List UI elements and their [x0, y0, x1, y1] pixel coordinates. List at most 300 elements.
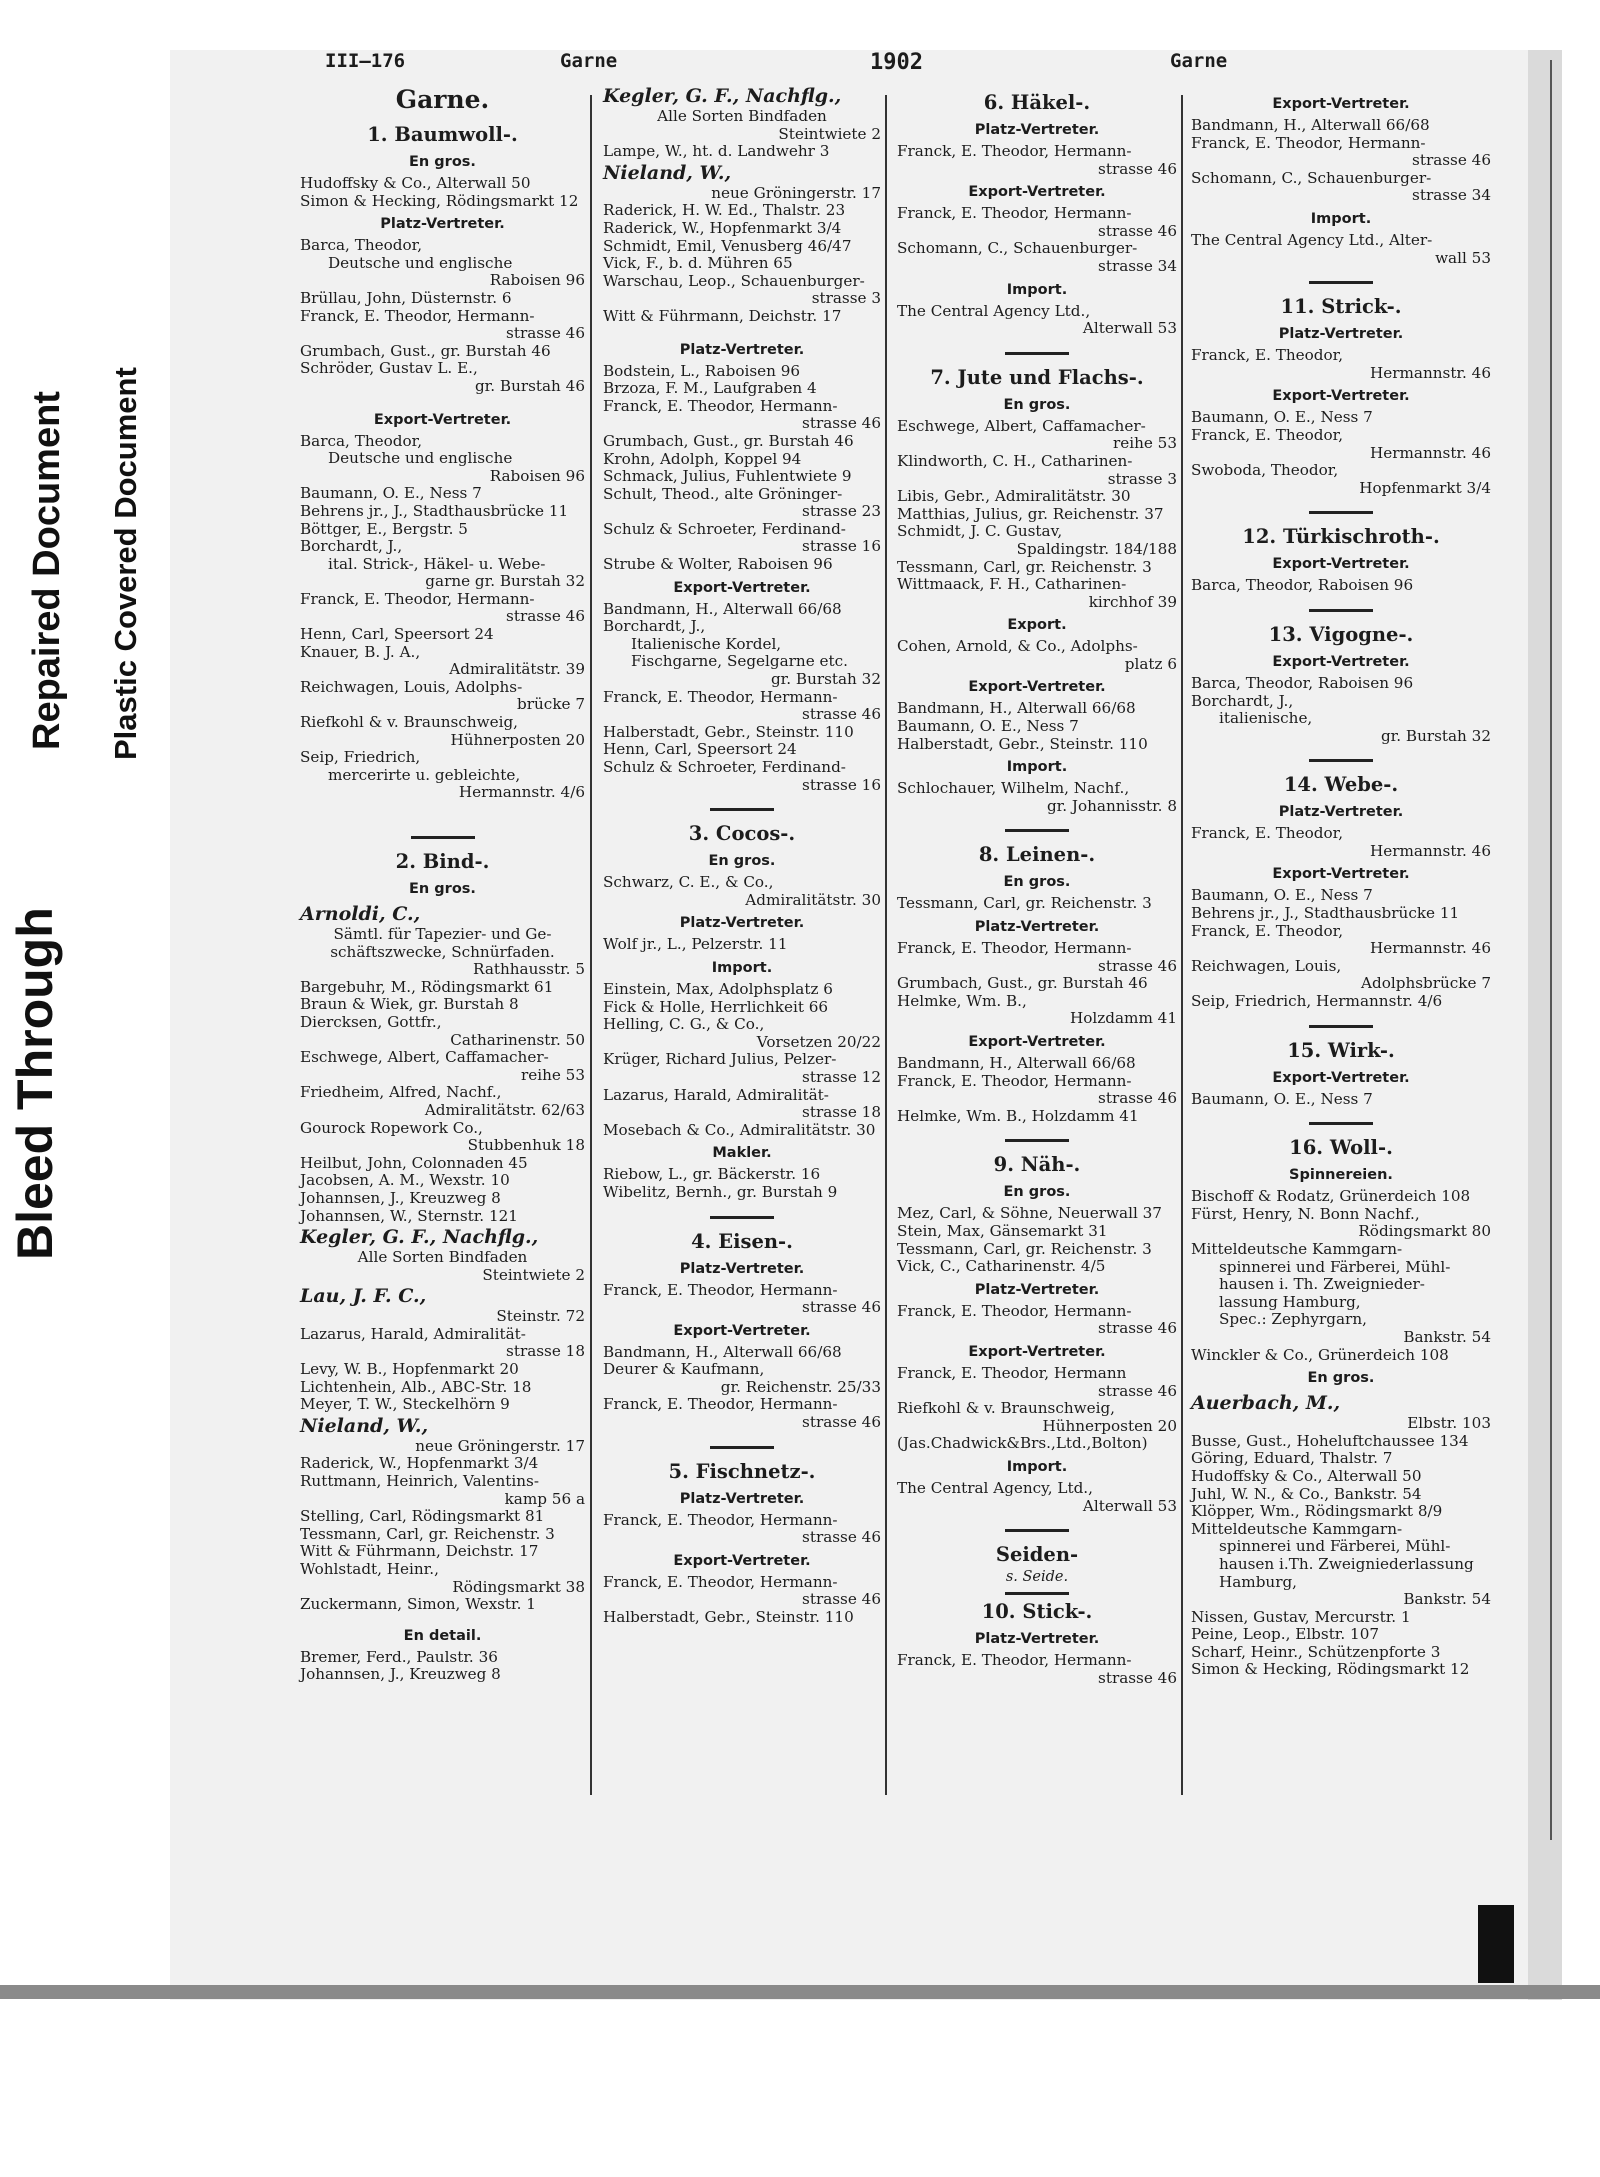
entry-continuation-line: strasse 46: [802, 1590, 881, 1609]
directory-entry: [1191, 409, 1491, 427]
directory-entry: [897, 1241, 1177, 1259]
entry-name-line: Brüllau, John, Düsternstr. 6: [300, 288, 512, 307]
entry-name-line: Bandmann, H., Alterwall 66/68: [897, 1054, 1136, 1072]
entry-list: [300, 979, 585, 1225]
entry-name-line: Ruttmann, Heinrich, Valentins-: [300, 1472, 539, 1491]
directory-entry: [1191, 1241, 1491, 1347]
entry-name-line: Fick & Holle, Herrlichkeit 66: [603, 997, 829, 1016]
entry-name-line: Eschwege, Albert, Caffamacher-: [897, 416, 1146, 435]
entry-lines: [1191, 1415, 1491, 1433]
subsection-heading: En gros.: [409, 881, 476, 897]
entry-lines: [603, 185, 881, 203]
directory-entry: [300, 433, 585, 486]
entry-name-line: Einstein, Max, Adolphsplatz 6: [603, 979, 833, 998]
subsection-heading: Export-Vertreter.: [968, 184, 1106, 201]
entry-list: [897, 638, 1177, 673]
entry-name-line: Peine, Leop., Elbstr. 107: [1191, 1625, 1380, 1644]
entry-name-line: Halberstadt, Gebr., Steinstr. 110: [603, 722, 854, 741]
subsection-heading: Export-Vertreter.: [968, 679, 1106, 696]
entry-continuation-line: Admiralitätstr. 62/63: [424, 1100, 585, 1119]
directory-entry: [300, 360, 585, 395]
entry-name-line: Mosebach & Co., Admiralitätstr. 30: [603, 1120, 876, 1139]
entry-name-line: Bodstein, L., Raboisen 96: [603, 361, 801, 380]
directory-entry: [300, 1543, 585, 1561]
directory-entry: [603, 363, 881, 381]
subsection-heading: En gros.: [1003, 874, 1071, 891]
section-divider: [1309, 759, 1373, 762]
directory-entry: [1191, 1450, 1491, 1468]
directory-entry: [603, 1282, 881, 1317]
directory-entry: [300, 538, 585, 591]
subsection-heading: Platz-Vertreter.: [679, 1260, 805, 1277]
entry-name-line: Deurer & Kaufmann,: [603, 1360, 765, 1379]
directory-entry: [897, 1108, 1177, 1126]
directory-entry: [897, 506, 1177, 524]
entry-list: [897, 895, 1177, 913]
directory-entry: [897, 975, 1177, 993]
subsection-heading: Export-Vertreter.: [1272, 866, 1410, 883]
entry-name-line: Böttger, E., Bergstr. 5: [300, 519, 468, 538]
column-2: [603, 84, 881, 1627]
page-binding-line: [1550, 60, 1552, 1840]
directory-entry: [897, 488, 1177, 506]
directory-entry: [603, 1122, 881, 1140]
entry-name-line: (Jas.Chadwick&Brs.,Ltd.,Bolton): [897, 1434, 1148, 1453]
entry-name-line: Johannsen, J., Kreuzweg 8: [300, 1665, 501, 1684]
entry-name-line: Raderick, W., Hopfenmarkt 3/4: [603, 218, 842, 237]
directory-entry: [897, 1365, 1177, 1400]
directory-entry: [897, 638, 1177, 673]
entry-list: [897, 780, 1177, 815]
entry-continuation-line: strasse 46: [1412, 151, 1491, 170]
directory-entry: [603, 1574, 881, 1609]
directory-entry: [1191, 135, 1491, 170]
entry-continuation-line: Deutsche und englische: [328, 253, 513, 272]
subsection-heading: Spinnereien.: [1289, 1167, 1393, 1184]
entry-name-line: Busse, Gust., Hoheluftchaussee 134: [1191, 1431, 1469, 1450]
plastic-covered-label: Plastic Covered Document: [108, 367, 143, 760]
entry-name-line: Gourock Ropework Co.,: [300, 1118, 483, 1137]
entry-name-line: Halberstadt, Gebr., Steinstr. 110: [603, 1608, 854, 1627]
section-divider: [1309, 1025, 1373, 1028]
directory-entry: [603, 1051, 881, 1086]
entry-continuation-line: strasse 46: [1098, 1381, 1177, 1400]
entry-name-line: Halberstadt, Gebr., Steinstr. 110: [897, 734, 1148, 753]
firm-detail-line: Steinstr. 72: [496, 1307, 585, 1326]
entry-name-line: Wohlstadt, Heinr.,: [300, 1560, 439, 1578]
header-year: 1902: [870, 50, 923, 75]
entry-list: [1191, 825, 1491, 860]
entry-continuation-line: strasse 46: [1098, 1668, 1177, 1687]
entry-name-line: Reichwagen, Louis,: [1191, 956, 1342, 975]
subsection-heading: Makler.: [712, 1145, 772, 1162]
entry-continuation-line: strasse 46: [1098, 1089, 1177, 1108]
directory-entry: [1191, 1347, 1491, 1365]
entry-continuation-line: reihe 53: [520, 1065, 585, 1084]
entry-name-line: Schwarz, C. E., & Co.,: [603, 873, 774, 892]
section-heading: Seiden-: [995, 1543, 1079, 1567]
directory-entry: [300, 1014, 585, 1049]
directory-entry: [603, 1396, 881, 1431]
directory-entry: [1191, 993, 1491, 1011]
entry-name-line: Tessmann, Carl, gr. Reichenstr. 3: [300, 1524, 555, 1543]
section-title: Garne.: [395, 85, 490, 114]
section-heading: 13. Vigogne-.: [1268, 622, 1414, 646]
directory-entry: [603, 451, 881, 469]
directory-entry: [1191, 347, 1491, 382]
entry-continuation-line: strasse 16: [802, 537, 881, 556]
subsection-heading: Platz-Vertreter.: [679, 341, 805, 358]
directory-entry: [300, 979, 585, 997]
directory-entry: [897, 205, 1177, 240]
entry-lines: [603, 108, 881, 143]
header-left-title: Garne: [560, 50, 618, 72]
firm-detail-line: Elbstr. 103: [1407, 1414, 1491, 1433]
firm-name: Lau, J. F. C.,: [300, 1285, 427, 1308]
entry-name-line: Simon & Hecking, Rödingsmarkt 12: [300, 191, 579, 210]
subsection-heading: En gros.: [409, 154, 476, 170]
directory-entry: [603, 1609, 881, 1627]
entry-list: [300, 433, 585, 802]
section-heading: 12. Türkischroth-.: [1242, 525, 1440, 549]
entry-continuation-line: Hamburg,: [1219, 1572, 1298, 1591]
directory-entry: [1191, 1609, 1491, 1627]
directory-entry: [1191, 1644, 1491, 1662]
entry-continuation-line: strasse 3: [1107, 469, 1177, 488]
section-heading: 6. Häkel-.: [983, 91, 1091, 114]
entry-continuation-line: platz 6: [1124, 654, 1177, 673]
directory-entry: [603, 724, 881, 742]
entry-name-line: Strube & Wolter, Raboisen 96: [603, 555, 833, 574]
entry-name-line: Hudoffsky & Co., Alterwall 50: [300, 174, 531, 192]
entry-continuation-line: strasse 46: [1098, 221, 1177, 240]
entry-list: [300, 175, 585, 210]
directory-entry: [897, 993, 1177, 1028]
subsection-heading: Import.: [1310, 210, 1372, 227]
entry-name-line: Franck, E. Theodor, Hermann-: [897, 204, 1132, 223]
entry-list: [1191, 675, 1491, 745]
entry-continuation-line: strasse 12: [802, 1067, 881, 1086]
entry-list: [603, 1574, 881, 1627]
directory-entry: [300, 1526, 585, 1544]
entry-continuation-line: gr. Burstah 32: [770, 670, 881, 689]
section-heading: 10. Stick-.: [981, 1600, 1093, 1624]
firm-detail-line: Alle Sorten Bindfaden: [357, 1248, 528, 1267]
entry-name-line: Franck, E. Theodor,: [1191, 824, 1344, 843]
entry-continuation-line: Stubbenhuk 18: [467, 1136, 585, 1155]
directory-entry: [1191, 1626, 1491, 1644]
entry-continuation-line: Hühnerposten 20: [450, 730, 585, 749]
subsection-heading: Export-Vertreter.: [968, 1343, 1106, 1360]
entry-name-line: Helling, C. G., & Co.,: [603, 1015, 765, 1034]
directory-entry: [603, 1512, 881, 1547]
entry-continuation-line: strasse 16: [802, 775, 881, 794]
entry-list: [603, 874, 881, 909]
subsection-heading: Export-Vertreter.: [373, 411, 512, 428]
entry-name-line: Baumann, O. E., Ness 7: [1191, 886, 1373, 905]
page-edge: [1528, 50, 1562, 2000]
entry-continuation-line: Spec.: Zephyrgarn,: [1219, 1310, 1367, 1329]
entry-name-line: Wibelitz, Bernh., gr. Burstah 9: [603, 1182, 838, 1201]
entry-continuation-line: strasse 18: [802, 1103, 881, 1122]
section-heading: 15. Wirk-.: [1287, 1038, 1395, 1062]
directory-entry: [603, 936, 881, 954]
entry-name-line: Barca, Theodor, Raboisen 96: [1191, 576, 1414, 595]
entry-name-line: Riefkohl & v. Braunschweig,: [300, 713, 519, 732]
directory-entry: [300, 237, 585, 290]
entry-name-line: Franck, E. Theodor, Hermann-: [1191, 133, 1426, 152]
directory-entry: [897, 576, 1177, 611]
entry-name-line: Mitteldeutsche Kammgarn-: [1191, 1519, 1403, 1538]
column-3: [897, 84, 1177, 1687]
section-divider: [1005, 1592, 1069, 1595]
directory-entry: [603, 874, 881, 909]
entry-name-line: Göring, Eduard, Thalstr. 7: [1191, 1449, 1393, 1468]
entry-list: [1191, 232, 1491, 267]
directory-entry: [1191, 887, 1491, 905]
directory-entry: [300, 175, 585, 193]
directory-entry: [300, 521, 585, 539]
directory-entry: [1191, 923, 1491, 958]
firm-name: Nieland, W.,: [603, 161, 732, 184]
entry-continuation-line: Raboisen 96: [489, 466, 585, 485]
entry-name-line: Franck, E. Theodor, Hermann-: [300, 306, 535, 325]
directory-entry: [897, 718, 1177, 736]
entry-list: [603, 981, 881, 1139]
section-heading: 16. Woll-.: [1289, 1136, 1393, 1160]
directory-entry: [897, 1205, 1177, 1223]
directory-entry: [1191, 427, 1491, 462]
directory-entry: [300, 1326, 585, 1361]
entry-name-line: Bargebuhr, M., Rödingsmarkt 61: [300, 977, 554, 996]
entry-name-line: Brzoza, F. M., Laufgraben 4: [603, 379, 817, 398]
directory-entry: [897, 303, 1177, 338]
entry-name-line: Heilbut, John, Colonnaden 45: [300, 1153, 528, 1172]
entry-continuation-line: ital. Strick-, Häkel- u. Webe-: [328, 554, 546, 573]
subsection-heading: En gros.: [1003, 396, 1071, 413]
entry-name-line: Swoboda, Theodor,: [1191, 461, 1339, 480]
entry-name-line: Schmidt, Emil, Venusberg 46/47: [603, 236, 852, 255]
entry-name-line: Henn, Carl, Speersort 24: [300, 625, 494, 644]
entry-name-line: Riefkohl & v. Braunschweig,: [897, 1399, 1116, 1418]
entry-list: [603, 1282, 881, 1317]
directory-entry: [897, 940, 1177, 975]
entry-list: [897, 1365, 1177, 1453]
firm-detail-line: Rathhausstr. 5: [473, 960, 585, 979]
entry-continuation-line: Catharinenstr. 50: [450, 1030, 585, 1049]
entry-continuation-line: garne gr. Burstah 32: [425, 572, 585, 591]
directory-entry: [603, 308, 881, 326]
entry-continuation-line: Raboisen 96: [489, 271, 585, 290]
directory-entry: [1191, 1521, 1491, 1609]
section-divider: [1005, 352, 1069, 355]
entry-continuation-line: Adolphsbrücke 7: [1361, 974, 1491, 993]
entry-name-line: Grumbach, Gust., gr. Burstah 46: [897, 974, 1148, 993]
directory-entry: [300, 485, 585, 503]
directory-entry: [897, 1258, 1177, 1276]
entry-continuation-line: Hermannstr. 46: [1370, 443, 1491, 462]
directory-entry: [897, 1303, 1177, 1338]
directory-entry: [897, 523, 1177, 558]
directory-entry: [897, 895, 1177, 913]
subsection-heading: Export-Vertreter.: [1272, 653, 1410, 670]
entry-list: [1191, 1188, 1491, 1364]
directory-entry: [1191, 675, 1491, 693]
entry-continuation-line: gr. Burstah 32: [1380, 726, 1491, 745]
directory-entry: [300, 193, 585, 211]
section-heading: 1. Baumwoll-.: [367, 123, 518, 146]
subsection-heading: En gros.: [1307, 1370, 1375, 1387]
directory-entry: [603, 689, 881, 724]
entry-list: [897, 1303, 1177, 1338]
firm-detail-line: neue Gröningerstr. 17: [415, 1436, 585, 1455]
subsection-heading: En gros.: [1003, 1184, 1071, 1201]
directory-entry: [603, 380, 881, 398]
page-number: III—176: [325, 50, 406, 72]
entry-list: [1191, 117, 1491, 205]
entry-lines: [300, 1308, 585, 1326]
entry-name-line: Klindworth, C. H., Catharinen-: [897, 451, 1133, 470]
entry-list: [300, 1649, 585, 1684]
entry-name-line: Wolf jr., L., Pelzerstr. 11: [603, 935, 788, 954]
subsection-heading: Export.: [1007, 617, 1067, 634]
entry-name-line: Libis, Gebr., Admiralitätstr. 30: [897, 487, 1131, 506]
subsection-heading: Platz-Vertreter.: [679, 1490, 805, 1507]
directory-entry: [300, 714, 585, 749]
subsection-heading: Export-Vertreter.: [1272, 96, 1410, 112]
entry-name-line: Reichwagen, Louis, Adolphs-: [300, 677, 523, 696]
entry-name-line: Cohen, Arnold, & Co., Adolphs-: [897, 637, 1138, 656]
entry-list: [603, 363, 881, 574]
entry-continuation-line: Hopfenmarkt 3/4: [1359, 478, 1491, 497]
directory-entry: [300, 1396, 585, 1414]
entry-name-line: Schmidt, J. C. Gustav,: [897, 522, 1063, 541]
directory-entry: [897, 418, 1177, 453]
section-heading: 4. Eisen-.: [691, 1229, 793, 1253]
directory-entry: [897, 700, 1177, 718]
entry-continuation-line: strasse 34: [1412, 186, 1491, 205]
directory-entry: [300, 1473, 585, 1508]
entry-continuation-line: strasse 46: [1098, 159, 1177, 178]
entry-name-line: Schomann, C., Schauenburger-: [897, 239, 1138, 258]
directory-entry: [1191, 1486, 1491, 1504]
entry-continuation-line: gr. Burstah 46: [474, 376, 585, 395]
directory-entry: [1191, 1468, 1491, 1486]
firm-detail-line: Steintwiete 2: [778, 124, 881, 143]
section-divider: [1005, 1139, 1069, 1142]
firm-name: Kegler, G. F., Nachflg.,: [603, 85, 842, 107]
section-heading: 11. Strick-.: [1280, 295, 1402, 319]
directory-entry: [1191, 1661, 1491, 1679]
entry-name-line: Mez, Carl, & Söhne, Neuerwall 37: [897, 1204, 1162, 1223]
entry-continuation-line: strasse 46: [1098, 956, 1177, 975]
entry-continuation-line: Vorsetzen 20/22: [756, 1032, 881, 1051]
entry-name-line: Grumbach, Gust., gr. Burstah 46: [603, 431, 854, 450]
section-heading: 2. Bind-.: [395, 850, 490, 873]
entry-continuation-line: gr. Reichenstr. 25/33: [720, 1377, 881, 1396]
directory-entry: [300, 1049, 585, 1084]
section-divider: [1309, 1122, 1373, 1125]
entry-continuation-line: Fischgarne, Segelgarne etc.: [631, 652, 848, 671]
directory-entry: [300, 749, 585, 802]
directory-entry: [1191, 958, 1491, 993]
column-rule: [885, 95, 887, 1795]
entry-name-line: Barca, Theodor, Raboisen 96: [1191, 673, 1414, 692]
entry-continuation-line: strasse 46: [506, 324, 585, 343]
firm-name: Arnoldi, C.,: [300, 903, 421, 925]
directory-entry: [1191, 117, 1491, 135]
directory-entry: [300, 644, 585, 679]
directory-entry: [300, 1155, 585, 1173]
directory-entry: [300, 591, 585, 626]
entry-list: [897, 303, 1177, 338]
entry-name-line: Winckler & Co., Grünerdeich 108: [1191, 1345, 1449, 1364]
entry-name-line: Franck, E. Theodor, Hermann-: [897, 1651, 1132, 1670]
entry-continuation-line: strasse 23: [802, 502, 881, 521]
directory-entry: [603, 521, 881, 556]
entry-list: [897, 1652, 1177, 1687]
section-divider: [411, 836, 475, 839]
entry-name-line: Scharf, Heinr., Schützenpforte 3: [1191, 1642, 1441, 1661]
entry-continuation-line: strasse 46: [802, 1413, 881, 1432]
directory-entry: [1191, 1433, 1491, 1451]
entry-name-line: The Central Agency Ltd.,: [897, 301, 1091, 320]
directory-entry: [603, 1184, 881, 1202]
entry-name-line: Borchardt, J.,: [603, 617, 706, 636]
directory-entry: [300, 679, 585, 714]
entry-name-line: Schmack, Julius, Fuhlentwiete 9: [603, 467, 852, 486]
entry-list: [897, 205, 1177, 275]
entry-list: [1191, 887, 1491, 1010]
subsection-heading: Export-Vertreter.: [673, 579, 811, 596]
entry-list: [897, 700, 1177, 753]
directory-entry: [300, 308, 585, 343]
entry-continuation-line: Admiralitätstr. 30: [745, 890, 881, 909]
entry-name-line: Jacobsen, A. M., Wexstr. 10: [300, 1171, 510, 1190]
entry-name-line: Raderick, W., Hopfenmarkt 3/4: [300, 1454, 539, 1473]
entry-list: [1191, 1433, 1491, 1679]
entry-name-line: Franck, E. Theodor, Hermann-: [603, 396, 838, 415]
entry-name-line: Schröder, Gustav L. E.,: [300, 359, 478, 378]
entry-continuation-line: strasse 46: [802, 414, 881, 433]
directory-entry: [300, 1649, 585, 1667]
cross-reference: s. Seide.: [1005, 1569, 1069, 1586]
entry-continuation-line: Hermannstr. 46: [1370, 841, 1491, 860]
entry-name-line: Barca, Theodor,: [300, 431, 423, 450]
subsection-heading: Import.: [1006, 281, 1068, 298]
entry-list: [1191, 1091, 1491, 1109]
entry-list: [603, 1512, 881, 1547]
entry-name-line: Franck, E. Theodor, Hermann-: [897, 939, 1132, 958]
entry-name-line: Bandmann, H., Alterwall 66/68: [897, 699, 1136, 718]
section-divider: [1309, 511, 1373, 514]
section-divider: [1309, 609, 1373, 612]
subsection-heading: Import.: [711, 959, 773, 976]
directory-entry: [897, 1400, 1177, 1435]
directory-entry: [897, 1480, 1177, 1515]
firm-name: Auerbach, M.,: [1191, 1392, 1341, 1415]
entry-name-line: Franck, E. Theodor, Hermann-: [897, 1071, 1132, 1090]
section-heading: 5. Fischnetz-.: [668, 1459, 816, 1483]
directory-entry: [603, 273, 881, 308]
subsection-heading: Platz-Vertreter.: [380, 216, 505, 233]
entry-continuation-line: strasse 46: [1098, 1319, 1177, 1338]
section-divider: [710, 1216, 774, 1219]
entry-continuation-line: mercerirte u. gebleichte,: [328, 765, 521, 784]
entry-name-line: Lazarus, Harald, Admiralität-: [300, 1324, 526, 1343]
scan-mark: [1478, 1905, 1514, 1983]
directory-entry: [897, 1652, 1177, 1687]
